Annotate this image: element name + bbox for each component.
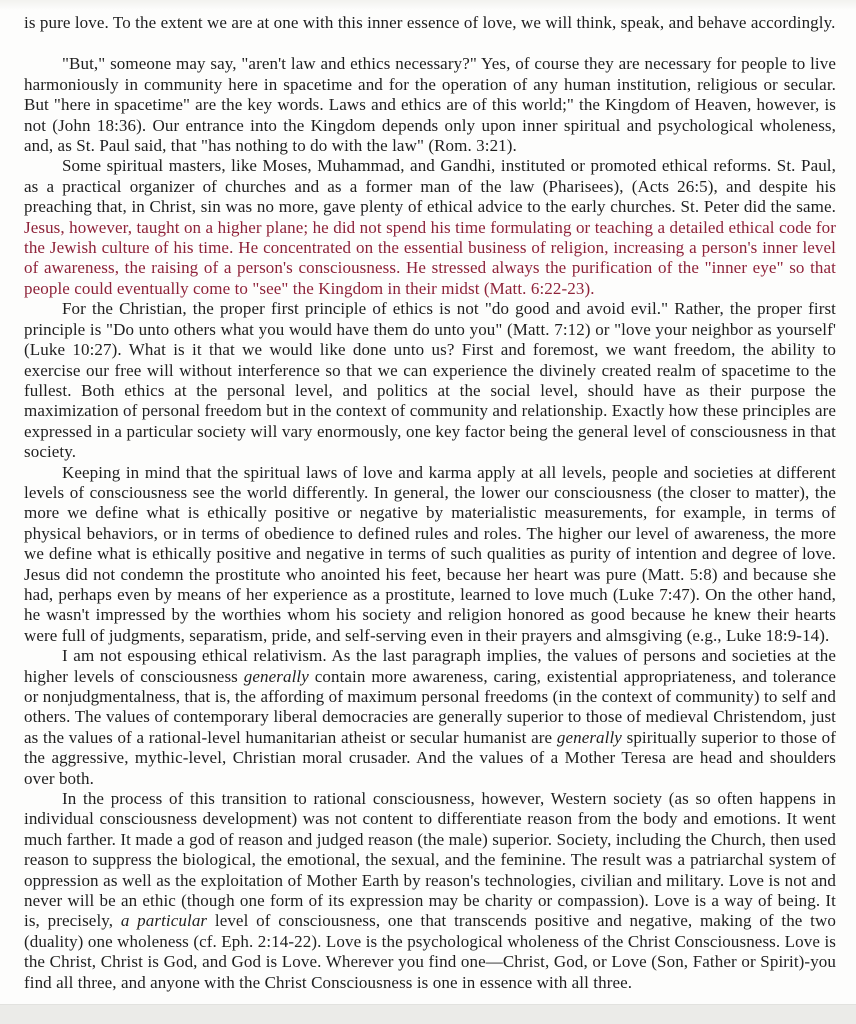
paragraph [24, 789, 836, 993]
text-segment-italic: generally [243, 666, 309, 686]
text-segment-normal: contain more awareness, caring, existential appropriateness, and tolerance or nonjudgmentalness, that is, the affording of maximum personal freedoms (in the context of community) to self and others. The values of contemporary liberal democracies are generally superior to those of medieval Christendom, just as the values of a rational-level humanitarian atheist or secular humanist are [24, 666, 836, 747]
text-segment-italic: generally [556, 727, 622, 747]
page-bottom-margin [0, 1004, 856, 1024]
text-segment-normal: is pure love. To the extent we are at one with this inner essence of love, we will think, speak, and behave accordingly. [24, 13, 836, 32]
paragraph [24, 646, 836, 789]
text-segment-normal: In the process of this transition to rational consciousness, however, Western society (as so often happens in individual consciousness development) was not content to differentiate reason from the body and emotions. It went much farther. It made a god of reason and judged reason (the male) superior. Society, including the Church, then used reason to suppress the biological, the emotional, the sexual, and the feminine. The result was a patriarchal system of oppression as well as the exploitation of Mother Earth by reason's technologies, civilian and military. Love is not and never will be an ethic (though one form of its expression may be charity or compassion). Love is a way of being. It is, precisely, [24, 789, 836, 931]
paragraph [24, 13, 836, 33]
text-segment-red: Jesus, however, taught on a higher plane; he did not spend his time formulating or teaching a detailed ethical code for the Jewish culture of his time. He concentrated on the essential business of religion, increasing a person's inner level of awareness, the raising of a person's consciousness. He stressed always the purification of the "inner eye" so that people could eventually come to "see" the Kingdom in their midst (Matt. 6:22-23). [24, 217, 836, 298]
text-segment-normal: I am not espousing ethical relativism. As the last paragraph implies, the values of persons and societies at the higher levels of consciousness [24, 646, 836, 686]
text-segment-italic: a particular [120, 911, 208, 931]
paragraph [24, 156, 836, 299]
text-segment-normal: spiritually superior to those of the aggressive, mythic-level, Christian moral crusader. And the values of a Mother Teresa are head and shoulders over both. [24, 727, 837, 788]
text-segment-normal: Some spiritual masters, like Moses, Muhammad, and Gandhi, instituted or promoted ethical reforms. St. Paul, as a practical organizer of churches and as a former man of the law (Pharisees), (Acts 26:5), and despite his preaching that, in Christ, sin was no more, gave plenty of ethical advice to the early churches. St. Peter did the same. [24, 156, 836, 217]
paragraph [24, 299, 836, 462]
text-segment-normal: For the Christian, the proper first principle of ethics is not "do good and avoid evil." Rather, the proper first principle is "Do unto others what you would have them do unto you" (Matt. 7:12) or "love your neighbor as yourself' (Luke 10:27). What is it that we would like done unto us? First and foremost, we want freedom, the ability to exercise our free will without interference so that we can experience the divinely created realm of spacetime to the fullest. Both ethics at the personal level, and politics at the social level, should have as their purpose the maximization of personal freedom but in the context of community and relationship. Exactly how these principles are expressed in a particular society will vary enormously, one key factor being the general level of consciousness in that society. [24, 299, 836, 462]
paragraph [24, 54, 836, 156]
text-segment-normal: level of consciousness, one that transcends positive and negative, making of the two (duality) one wholeness (cf. Eph. 2:14-22). Love is the psychological wholeness of the Christ Consciousness. Love is the Christ, Christ is God, and God is Love. Wherever you find one—Christ, God, or Love (Son, Father or Spirit)-you find all three, and anyone with the Christ Consciousness is one in essence with all three. [24, 911, 836, 992]
text-segment-normal: "But," someone may say, "aren't law and ethics necessary?" Yes, of course they are necessary for people to live harmoniously in community here in spacetime and for the operation of any human institution, religious or secular. But "here in spacetime" are the key words. Laws and ethics are of this world;" the Kingdom of Heaven, however, is not (John 18:36). Our entrance into the Kingdom depends only upon inner spiritual and psychological wholeness, and, as St. Paul said, that "has nothing to do with the law" (Rom. 3:21). [24, 54, 836, 156]
page-text [24, 13, 836, 993]
paragraph [24, 463, 836, 647]
text-segment-normal: Keeping in mind that the spiritual laws of love and karma apply at all levels, people and societies at different levels of consciousness see the world differently. In general, the lower our consciousness (the closer to matter), the more we define what is ethically positive or negative by materialistic measurements, for example, in terms of physical behaviors, or in terms of obedience to defined rules and roles. The higher our level of awareness, the more we define what is ethically positive and negative in terms of such qualities as purity of intention and degree of love. Jesus did not condemn the prostitute who anointed his feet, because her heart was pure (Matt. 5:8) and because she had, perhaps even by means of her experience as a prostitute, learned to love much (Luke 7:47). On the other hand, he wasn't impressed by the worthies whom his society and religion honored as good because he knew their hearts were full of judgments, separatism, pride, and self-serving even in their prayers and almsgiving (e.g., Luke 18:9-14). [24, 462, 836, 645]
